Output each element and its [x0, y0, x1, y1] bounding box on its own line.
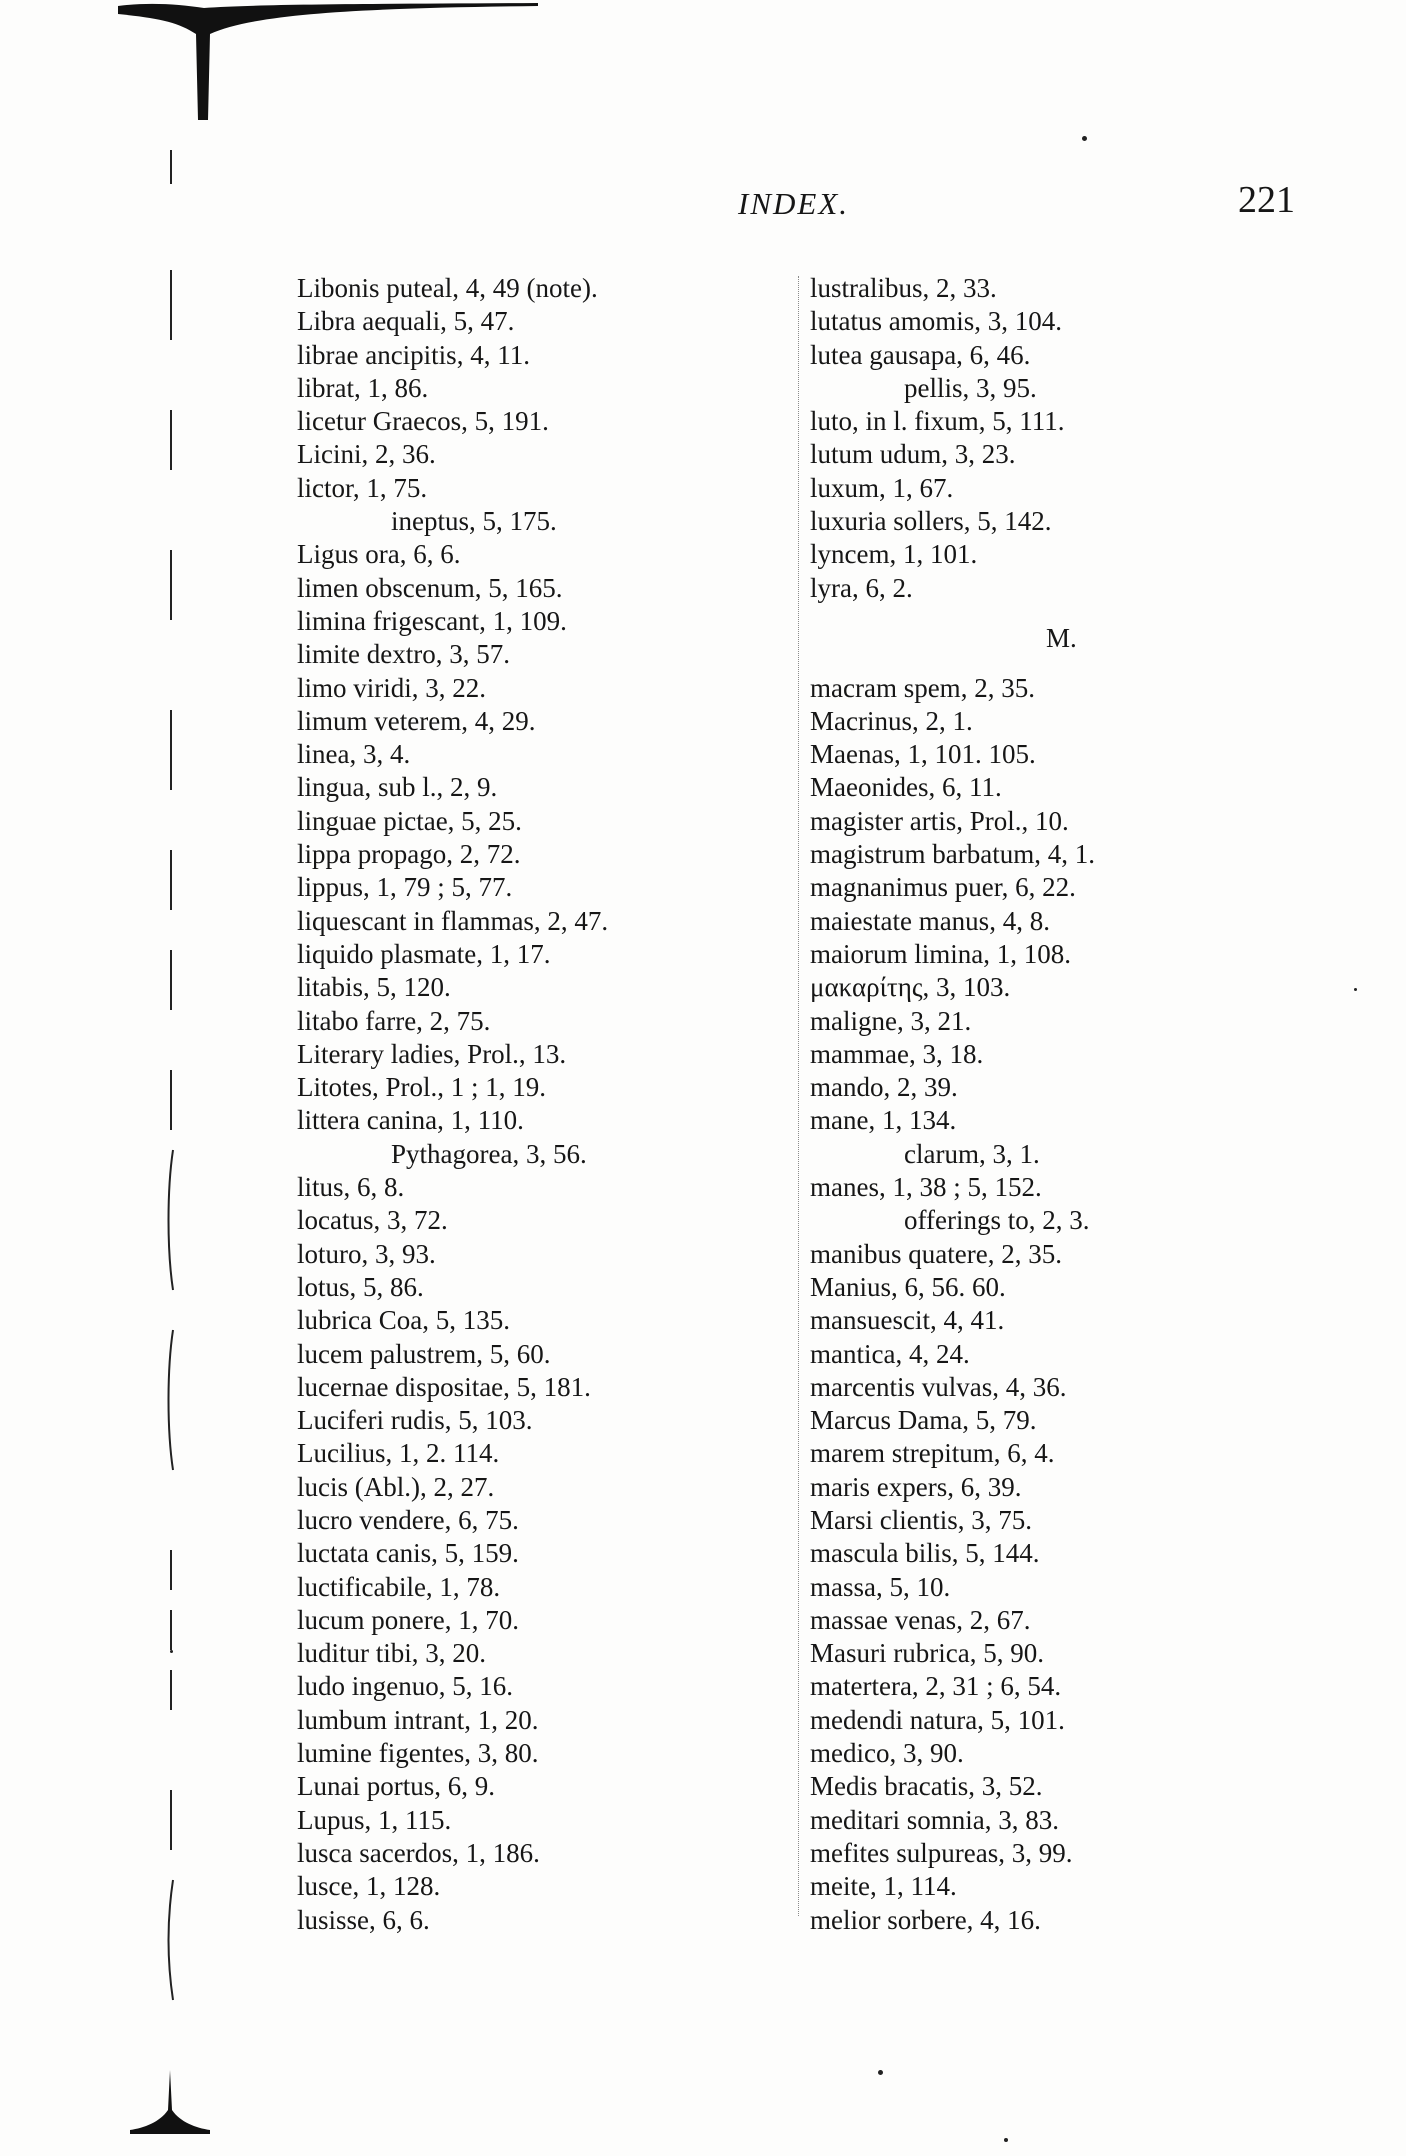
- index-entry: mammae, 3, 18.: [810, 1038, 984, 1069]
- index-entry: limum veterem, 4, 29.: [297, 705, 536, 736]
- index-entry: lingua, sub l., 2, 9.: [297, 772, 498, 803]
- index-entry: massae venas, 2, 67.: [810, 1604, 1031, 1635]
- index-entry: matertera, 2, 31 ; 6, 54.: [810, 1671, 1062, 1702]
- index-entry: Libonis puteal, 4, 49 (note).: [297, 273, 598, 303]
- scan-speck: [1004, 2138, 1008, 2142]
- index-entry: Ligus ora, 6, 6.: [297, 539, 461, 570]
- index-entry: Licini, 2, 36.: [297, 439, 436, 470]
- page-edge-shadow-top: [118, 0, 538, 120]
- index-entry: lumine figentes, 3, 80.: [297, 1738, 539, 1769]
- index-entry: magistrum barbatum, 4, 1.: [810, 839, 1095, 870]
- index-entry: luto, in l. fixum, 5, 111.: [810, 406, 1065, 437]
- index-column-right: [810, 272, 1095, 1937]
- index-entry: Macrinus, 2, 1.: [810, 705, 973, 736]
- index-entry: limen obscenum, 5, 165.: [297, 572, 563, 603]
- index-entry: Lunai portus, 6, 9.: [297, 1771, 495, 1802]
- index-entry: locatus, 3, 72.: [297, 1205, 448, 1236]
- index-entry: Luciferi rudis, 5, 103.: [297, 1405, 533, 1436]
- index-entry: mascula bilis, 5, 144.: [810, 1538, 1040, 1569]
- scan-speck: [170, 1650, 173, 1653]
- index-entry: mando, 2, 39.: [810, 1072, 958, 1103]
- index-entry: litabis, 5, 120.: [297, 972, 451, 1003]
- index-entry: liquido plasmate, 1, 17.: [297, 938, 551, 969]
- index-entry: Literary ladies, Prol., 13.: [297, 1038, 567, 1069]
- index-column-left: [297, 272, 608, 1937]
- index-entry: lustralibus, 2, 33.: [810, 273, 997, 303]
- index-entry: Marcus Dama, 5, 79.: [810, 1405, 1037, 1436]
- index-entry: luxuria sollers, 5, 142.: [810, 506, 1052, 537]
- index-entry: lutatus amomis, 3, 104.: [810, 306, 1062, 337]
- index-entry: magnanimus puer, 6, 22.: [810, 872, 1076, 903]
- index-entry: luctificabile, 1, 78.: [297, 1571, 501, 1602]
- index-entry: lutea gausapa, 6, 46.: [810, 339, 1031, 370]
- index-entry: loturo, 3, 93.: [297, 1238, 436, 1269]
- index-entry: Medis bracatis, 3, 52.: [810, 1771, 1043, 1802]
- index-entry: liquescant in flammas, 2, 47.: [297, 905, 609, 936]
- index-entry: Lucilius, 1, 2. 114.: [297, 1438, 500, 1469]
- index-entry: lutum udum, 3, 23.: [810, 439, 1016, 470]
- scan-speck: [1354, 988, 1357, 991]
- column-divider: [798, 276, 799, 1916]
- index-entry: lucernae dispositae, 5, 181.: [297, 1371, 591, 1402]
- index-entry: Maenas, 1, 101. 105.: [810, 739, 1036, 770]
- index-entry: macram spem, 2, 35.: [810, 672, 1035, 703]
- scan-speck: [878, 2070, 883, 2075]
- scan-speck: [1082, 136, 1087, 141]
- index-entry: limina frigescant, 1, 109.: [297, 605, 567, 636]
- index-entry: lucro vendere, 6, 75.: [297, 1504, 519, 1535]
- index-entry: ludo ingenuo, 5, 16.: [297, 1671, 513, 1702]
- index-entry: lippa propago, 2, 72.: [297, 839, 521, 870]
- index-entry: limo viridi, 3, 22.: [297, 672, 486, 703]
- index-section-heading: M.: [1046, 622, 1077, 653]
- index-entry: Litotes, Prol., 1 ; 1, 19.: [297, 1072, 546, 1103]
- index-entry: marem strepitum, 6, 4.: [810, 1438, 1055, 1469]
- index-entry: mansuescit, 4, 41.: [810, 1305, 1005, 1336]
- index-entry: lusca sacerdos, 1, 186.: [297, 1837, 540, 1868]
- index-entry: ineptus, 5, 175.: [391, 506, 557, 537]
- index-entry: licetur Graecos, 5, 191.: [297, 406, 549, 437]
- index-entry: maris expers, 6, 39.: [810, 1471, 1022, 1502]
- index-entry: Marsi clientis, 3, 75.: [810, 1504, 1032, 1535]
- index-entry: magister artis, Prol., 10.: [810, 805, 1069, 836]
- index-entry: manes, 1, 38 ; 5, 152.: [810, 1172, 1042, 1203]
- page-edge-shadow-bottom: [130, 2070, 210, 2140]
- index-entry: lucum ponere, 1, 70.: [297, 1604, 519, 1635]
- index-entry: Masuri rubrica, 5, 90.: [810, 1638, 1044, 1669]
- index-entry: lictor, 1, 75.: [297, 472, 428, 503]
- index-entry: littera canina, 1, 110.: [297, 1105, 524, 1136]
- index-entry: luditur tibi, 3, 20.: [297, 1638, 486, 1669]
- index-entry: lotus, 5, 86.: [297, 1271, 424, 1302]
- index-entry: Lupus, 1, 115.: [297, 1804, 452, 1835]
- index-entry: linea, 3, 4.: [297, 739, 411, 770]
- index-entry: limite dextro, 3, 57.: [297, 639, 510, 670]
- index-entry: lyra, 6, 2.: [810, 572, 913, 603]
- index-entry: medendi natura, 5, 101.: [810, 1704, 1065, 1735]
- index-entry: lippus, 1, 79 ; 5, 77.: [297, 872, 513, 903]
- index-entry: lyncem, 1, 101.: [810, 539, 978, 570]
- index-entry: clarum, 3, 1.: [904, 1138, 1040, 1169]
- running-title: INDEX.: [738, 186, 850, 221]
- index-entry: medico, 3, 90.: [810, 1738, 964, 1769]
- index-entry: pellis, 3, 95.: [904, 372, 1037, 403]
- index-entry: manibus quatere, 2, 35.: [810, 1238, 1062, 1269]
- index-entry: Libra aequali, 5, 47.: [297, 306, 515, 337]
- index-entry: maligne, 3, 21.: [810, 1005, 972, 1036]
- index-entry: lucem palustrem, 5, 60.: [297, 1338, 551, 1369]
- index-entry: lubrica Coa, 5, 135.: [297, 1305, 510, 1336]
- page-header: [0, 178, 1406, 238]
- index-entry: mane, 1, 134.: [810, 1105, 957, 1136]
- index-entry: μακαρίτης, 3, 103.: [810, 972, 1011, 1003]
- index-entry: lucis (Abl.), 2, 27.: [297, 1471, 495, 1502]
- index-entry: linguae pictae, 5, 25.: [297, 805, 522, 836]
- index-entry: luxum, 1, 67.: [810, 472, 954, 503]
- index-entry: litus, 6, 8.: [297, 1172, 405, 1203]
- index-entry: lusisse, 6, 6.: [297, 1904, 430, 1935]
- index-entry: marcentis vulvas, 4, 36.: [810, 1371, 1067, 1402]
- index-entry: Maeonides, 6, 11.: [810, 772, 1002, 803]
- index-entry: luctata canis, 5, 159.: [297, 1538, 519, 1569]
- index-entry: Pythagorea, 3, 56.: [391, 1138, 587, 1169]
- index-entry: maiorum limina, 1, 108.: [810, 938, 1071, 969]
- index-entry: litabo farre, 2, 75.: [297, 1005, 491, 1036]
- index-entry: Manius, 6, 56. 60.: [810, 1271, 1006, 1302]
- index-entry: mantica, 4, 24.: [810, 1338, 970, 1369]
- index-entry: melior sorbere, 4, 16.: [810, 1904, 1041, 1935]
- index-entry: meite, 1, 114.: [810, 1871, 957, 1902]
- index-entry: massa, 5, 10.: [810, 1571, 951, 1602]
- index-entry: librae ancipitis, 4, 11.: [297, 339, 530, 370]
- index-entry: librat, 1, 86.: [297, 372, 429, 403]
- index-entry: lumbum intrant, 1, 20.: [297, 1704, 539, 1735]
- index-entry: maiestate manus, 4, 8.: [810, 905, 1050, 936]
- index-entry: meditari somnia, 3, 83.: [810, 1804, 1059, 1835]
- page-number: 221: [1238, 179, 1295, 221]
- page-edge-gutter-marks: [165, 150, 177, 2010]
- index-entry: mefites sulpureas, 3, 99.: [810, 1837, 1073, 1868]
- index-entry: lusce, 1, 128.: [297, 1871, 441, 1902]
- index-entry: offerings to, 2, 3.: [904, 1205, 1090, 1236]
